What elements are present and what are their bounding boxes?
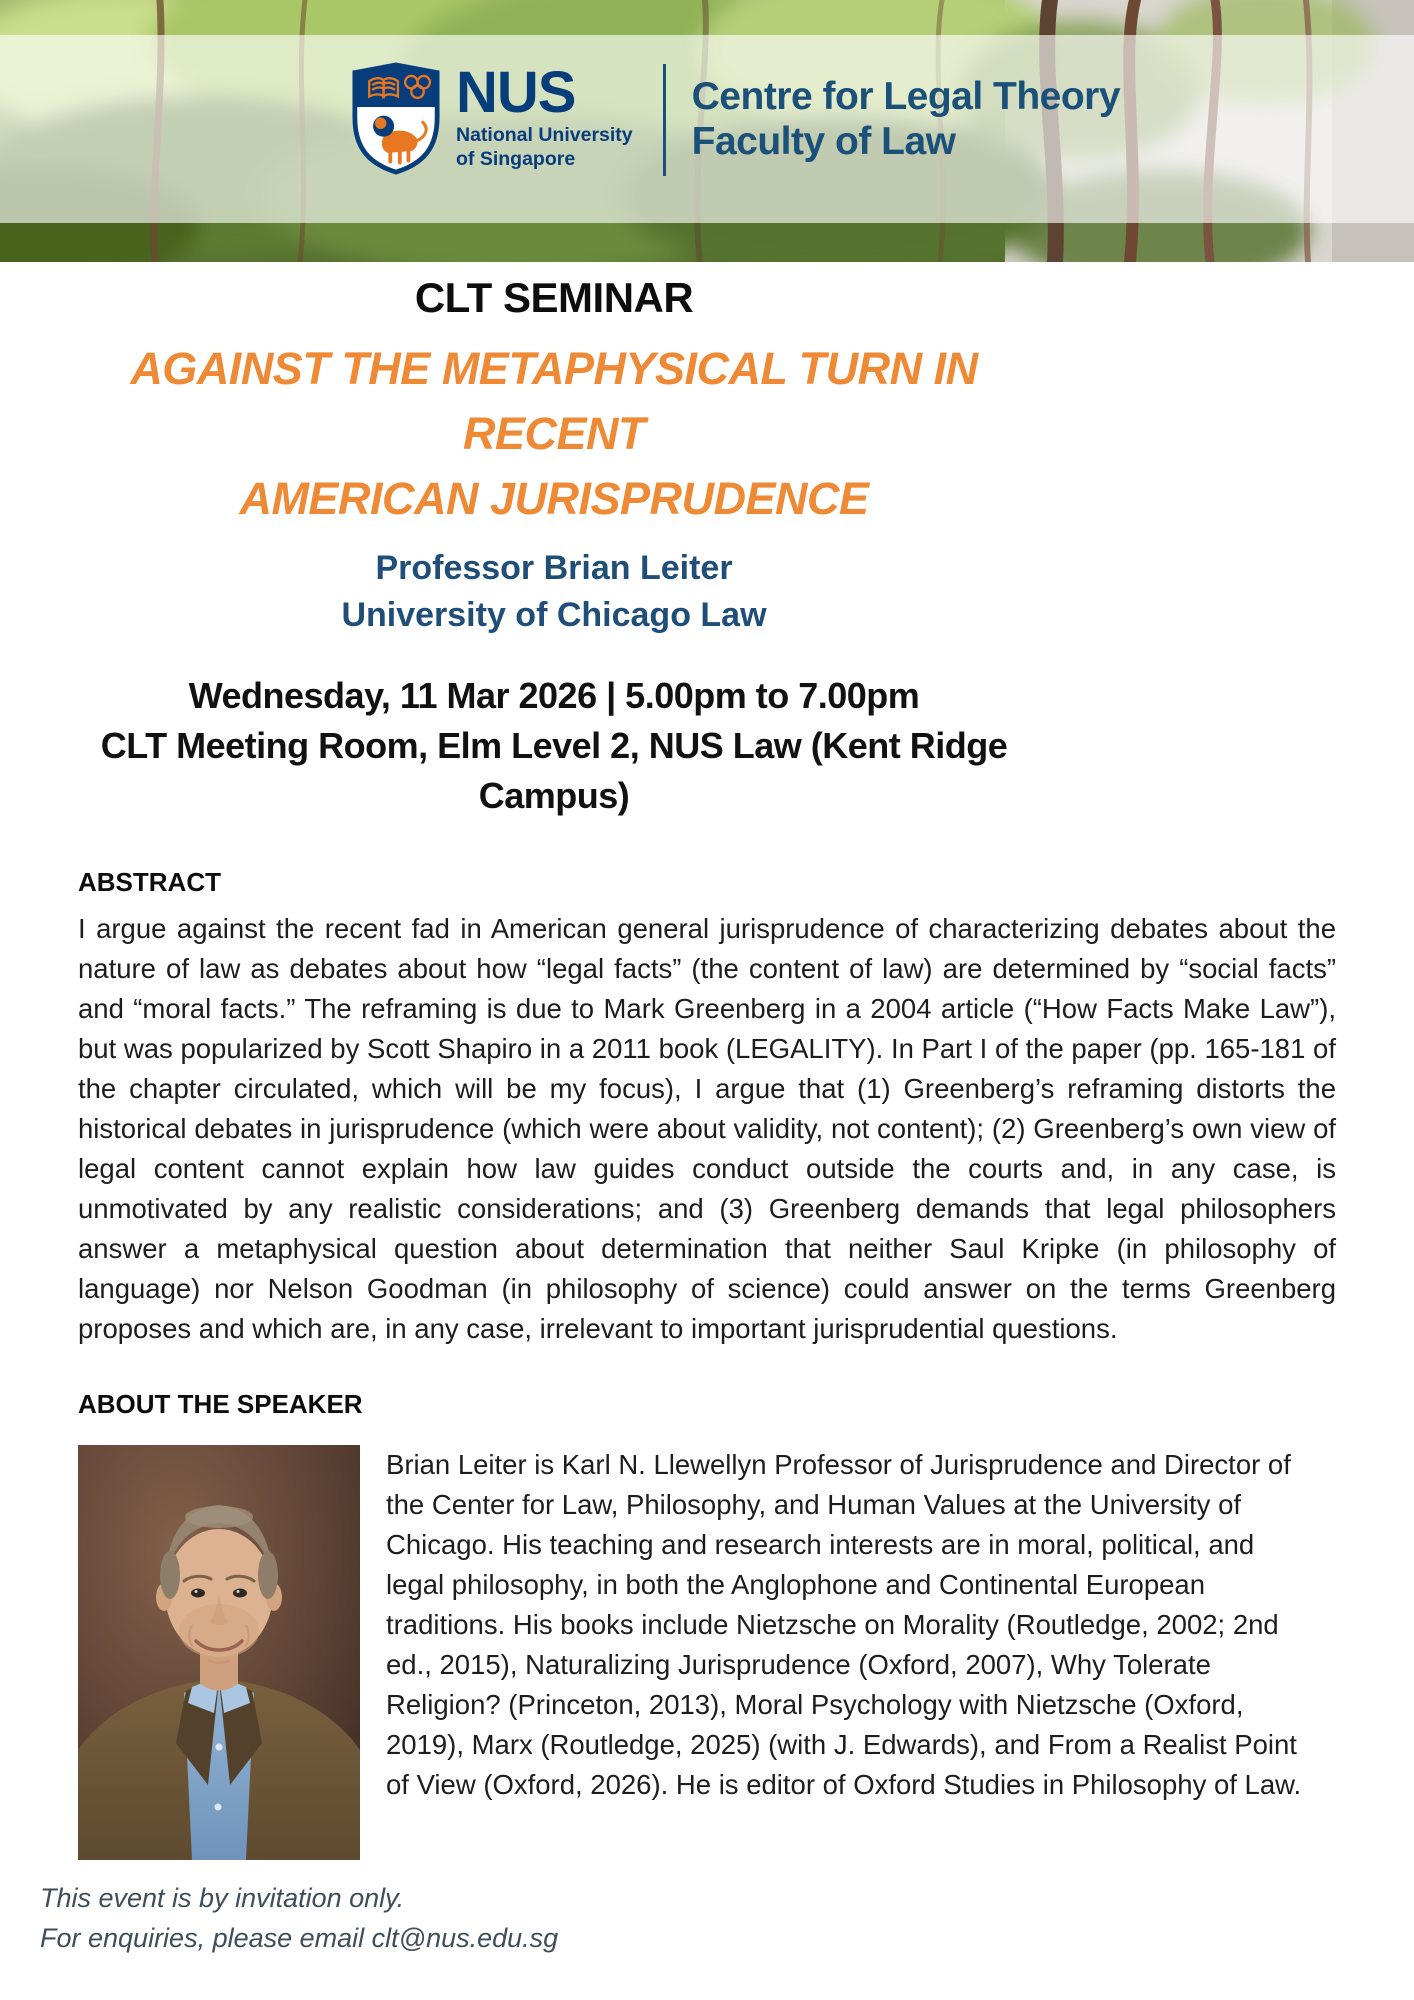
speaker-name: Professor Brian Leiter	[375, 549, 733, 587]
speaker-bio: Brian Leiter is Karl N. Llewellyn Professor of Jurisprudence and Director of the Center for Law, Philosophy, and Human Values at the University of Chicago. His teaching and research interests are in moral, political, and legal philosophy, in both the Anglophone and Continental European traditions. His books include Nietzsche on Morality (Routledge, 2002; 2nd ed., 2015), Naturalizing Jurisprudence (Oxford, 2007), Why Tolerate Religion? (Princeton, 2013), Moral Psychology with Nietzsche (Oxford, 2019), Marx (Routledge, 2025) (with J. Edwards), and From a Realist Point of View (Oxford, 2026). He is editor of Oxford Studies in Philosophy of Law.	[386, 1449, 1302, 1800]
event-datetime: Wednesday, 11 Mar 2026 | 5.00pm to 7.00pm	[188, 675, 920, 716]
nus-wordmark	[456, 60, 633, 170]
abstract-section	[78, 867, 1336, 1349]
footer-note	[40, 1878, 558, 1958]
nus-institution-line2: of Singapore	[456, 148, 576, 170]
seminar-title	[78, 336, 1030, 531]
event-venue: CLT Meeting Room, Elm Level 2, NUS Law (Kent Ridge Campus)	[100, 725, 1008, 816]
unit-line1: Centre for Legal Theory	[691, 75, 1121, 118]
nus-logo-lockup	[352, 60, 1120, 177]
speaker-heading	[78, 545, 1030, 639]
speaker-photo	[78, 1445, 360, 1860]
speaker-affiliation: University of Chicago Law	[341, 596, 767, 634]
header-photo-banner	[0, 0, 1414, 262]
unit-name	[692, 74, 1120, 164]
abstract-body: I argue against the recent fad in American general jurisprudence of characterizing debates about the nature of law as debates about how “legal facts” (the content of law) are determined by “social facts” and “moral facts.” The reframing is due to Mark Greenberg in a 2004 article (“How Facts Make Law”), but was popularized by Scott Shapiro in a 2011 book (LEGALITY). In Part I of the paper (pp. 165-181 of the chapter circulated, which will be my focus), I argue that (1) Greenberg’s reframing distorts the historical debates in jurisprudence (which were about validity, not content); (2) Greenberg’s own view of legal content cannot explain how law guides conduct outside the courts and, in any case, is unmotivated by any realistic considerations; and (3) Greenberg demands that legal philosophers answer a metaphysical question about determination that neither Saul Kripke (in philosophy of language) nor Nelson Goodman (in philosophy of science) could answer on the terms Greenberg proposes and which are, in any case, irrelevant to important jurisprudential questions.	[78, 913, 1336, 1344]
nus-acronym: NUS	[456, 60, 576, 125]
event-logistics	[78, 671, 1030, 821]
unit-line2: Faculty of Law	[691, 120, 956, 163]
footer-invitation-line: This event is by invitation only.	[40, 1883, 405, 1913]
seminar-title-line1: AGAINST THE METAPHYSICAL TURN IN RECENT	[130, 343, 978, 459]
speaker-section	[78, 1389, 1336, 1860]
nus-crest-icon	[352, 60, 440, 177]
seminar-series-title: CLT SEMINAR	[414, 274, 694, 321]
headline-block	[78, 276, 1030, 821]
seminar-title-line2: AMERICAN JURISPRUDENCE	[239, 473, 869, 524]
abstract-heading: ABSTRACT	[78, 867, 221, 897]
logo-divider	[663, 64, 666, 176]
nus-institution-line1: National University	[456, 124, 633, 146]
footer-enquiries-line: For enquiries, please email clt@nus.edu.sg	[40, 1923, 559, 1953]
speaker-section-heading: ABOUT THE SPEAKER	[78, 1389, 363, 1419]
speaker-row	[78, 1445, 1336, 1860]
